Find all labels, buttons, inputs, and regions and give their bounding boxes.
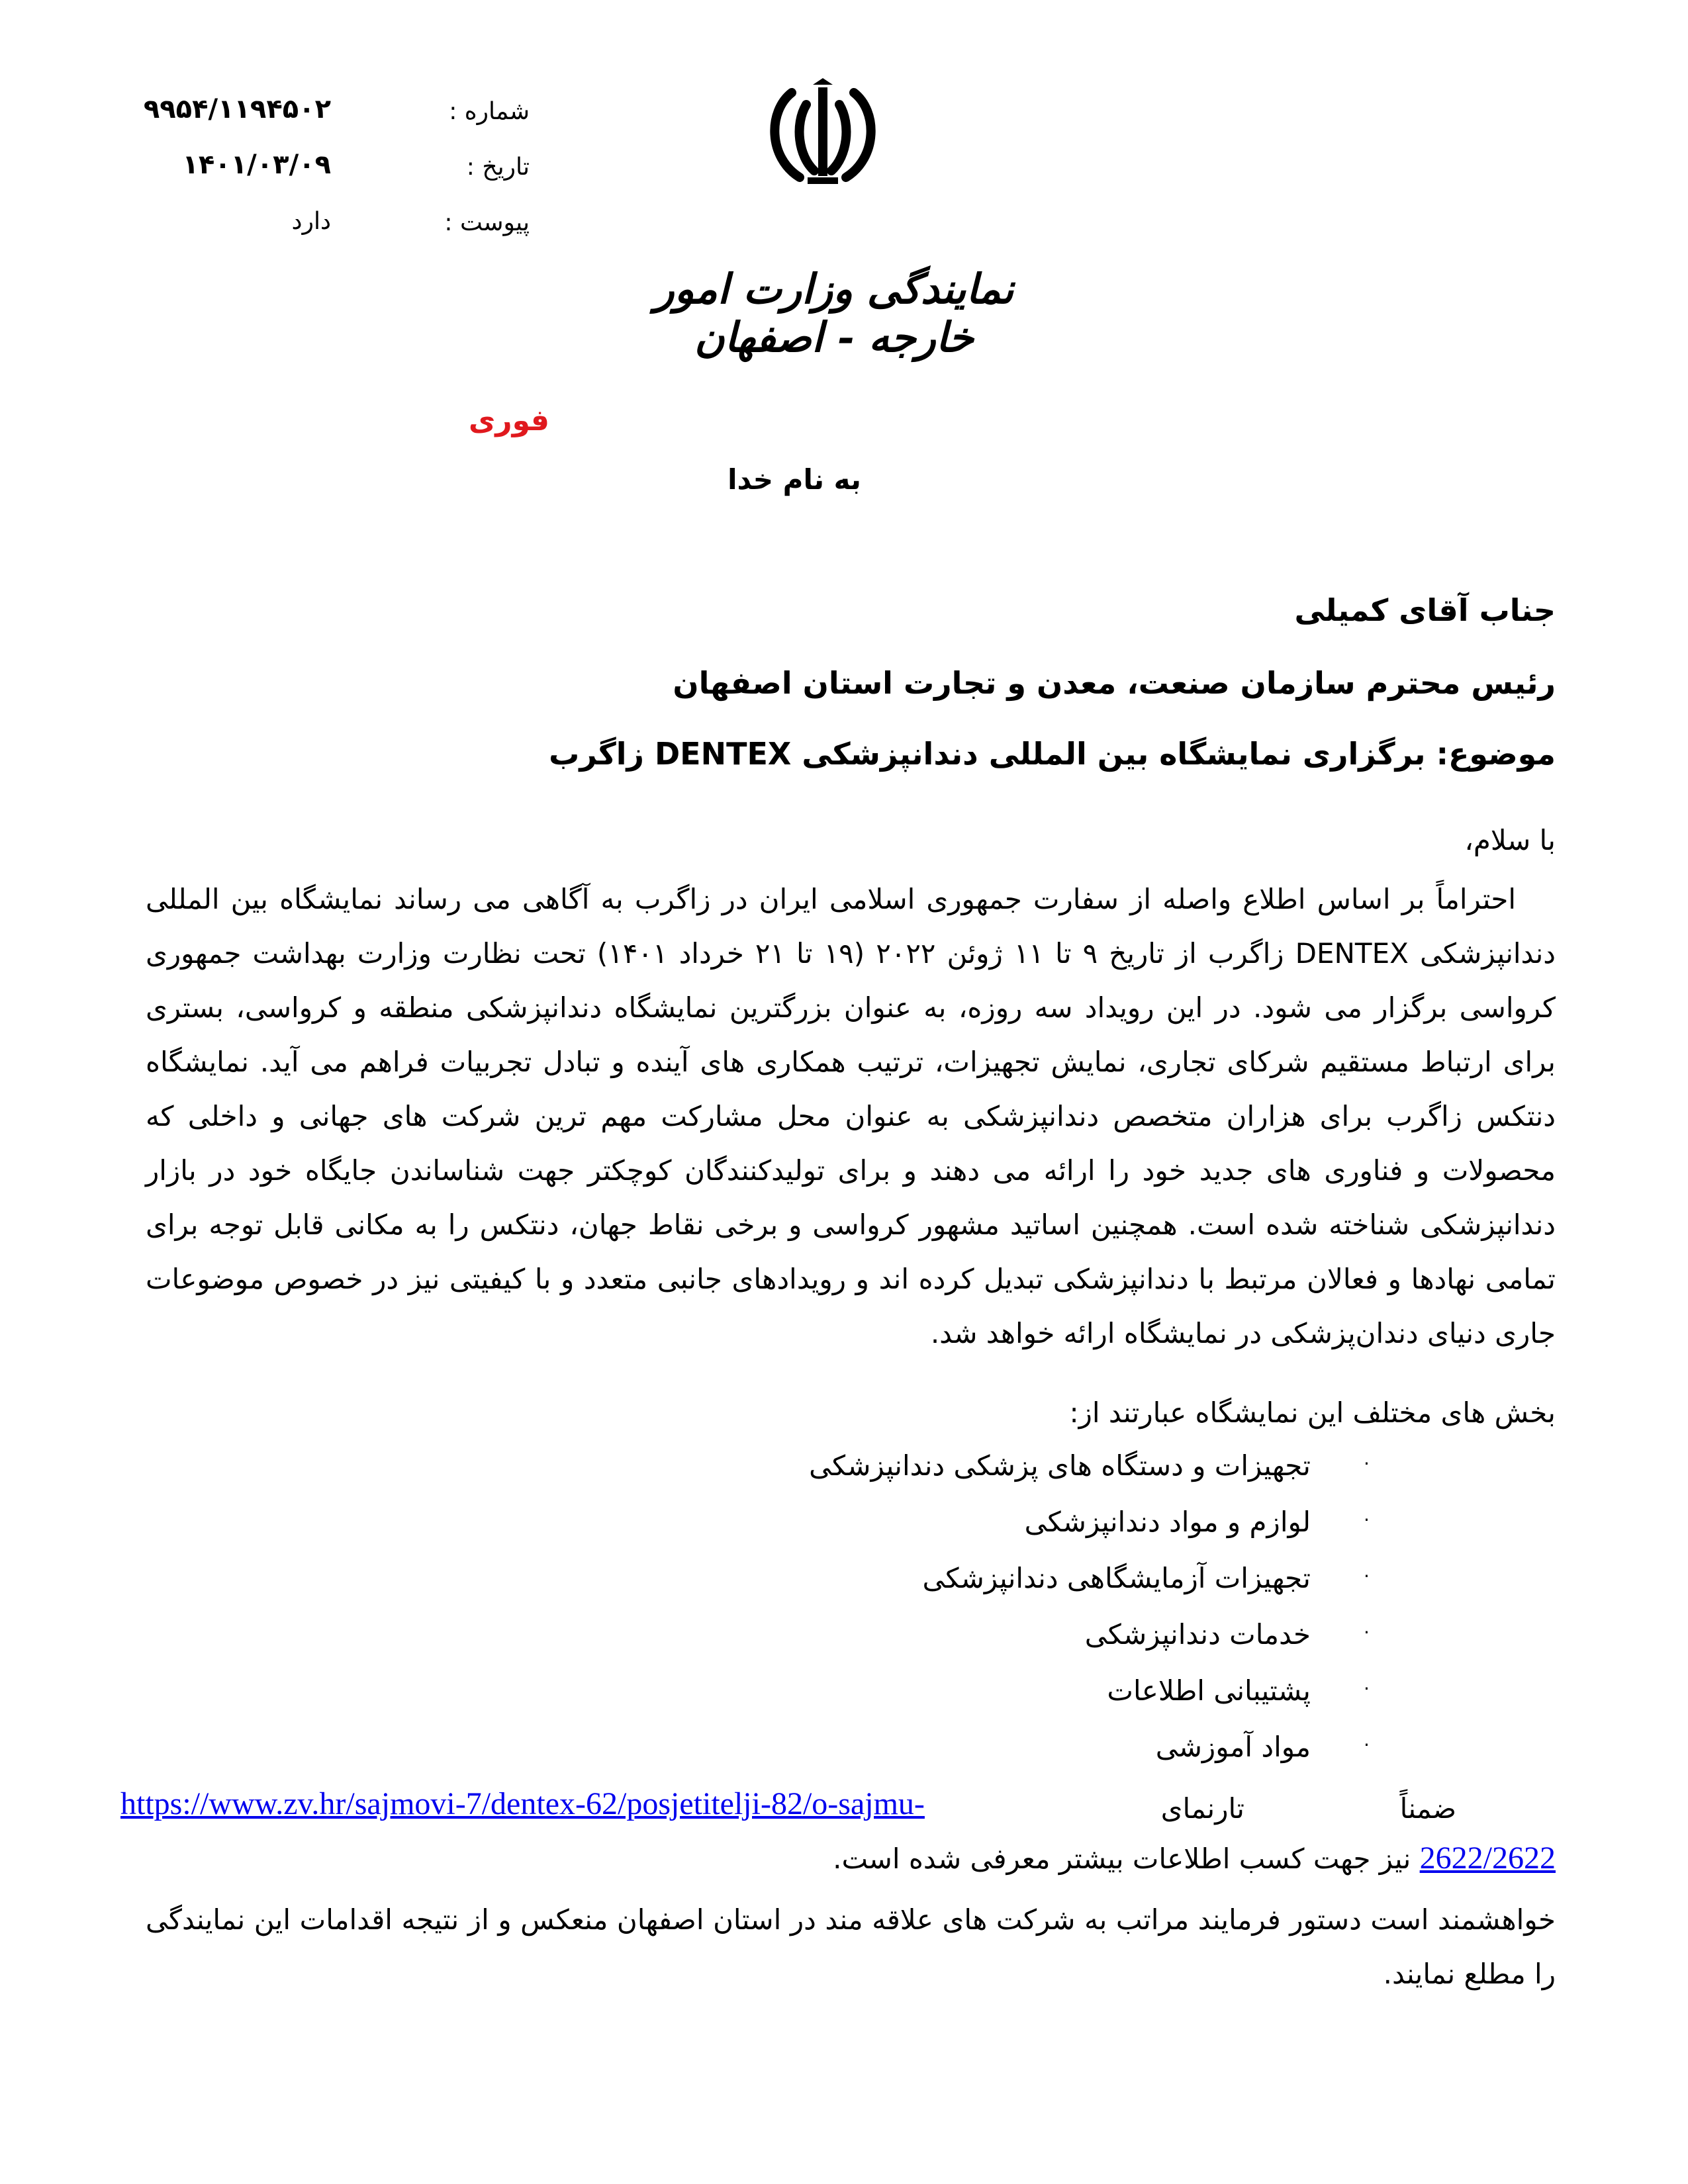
bullet-icon: ·: [1364, 1678, 1370, 1700]
list-item: مواد آموزشی: [1155, 1731, 1311, 1763]
number-value: ۹۹۵۴/۱۱۹۴۵۰۲: [143, 94, 331, 124]
website-link-end[interactable]: 2622/2622: [1419, 1841, 1556, 1876]
recipient-title: رئیس محترم سازمان صنعت، معدن و تجارت استان اصفهان: [673, 665, 1556, 701]
website-link[interactable]: https://www.zv.hr/sajmovi-7/dentex-62/posjetitelji-82/o-sajmu-: [120, 1786, 925, 1821]
website-suffix: نیز جهت کسب اطلاعات بیشتر معرفی شده است.: [833, 1843, 1411, 1875]
list-item: تجهیزات آزمایشگاهی دندانپزشکی: [922, 1562, 1311, 1594]
website-prefix-2: تارنمای: [1160, 1792, 1244, 1825]
recipient-name: جناب آقای کمیلی: [1294, 592, 1556, 628]
bullet-icon: ·: [1364, 1621, 1370, 1643]
bullet-icon: ·: [1364, 1734, 1370, 1756]
website-prefix-1: ضمناً: [1399, 1792, 1456, 1825]
letter-subject: موضوع: برگزاری نمایشگاه بین المللی دندانپزشکی DENTEX زاگرب: [549, 736, 1556, 772]
bullet-icon: ·: [1364, 1509, 1370, 1531]
greeting: با سلام،: [1464, 824, 1556, 856]
bullet-icon: ·: [1364, 1453, 1370, 1475]
list-item: تجهیزات و دستگاه های پزشکی دندانپزشکی: [809, 1449, 1311, 1482]
closing-paragraph: خواهشمند است دستور فرمایند مراتب به شرکت های علاقه مند در استان اصفهان منعکس و از نتیجه اقدامات این نمایندگی را مطلع نمایند.: [146, 1903, 1556, 1990]
list-item: خدمات دندانپزشکی: [1084, 1618, 1311, 1651]
sections-intro: بخش های مختلف این نمایشگاه عبارتند از:: [1069, 1396, 1556, 1429]
bullet-icon: ·: [1364, 1565, 1370, 1587]
website-line-2: [165, 1840, 1556, 1876]
bismillah-heading: به نام خدا: [727, 463, 861, 496]
attachment-value: دارد: [291, 208, 331, 235]
body-paragraph: احتراماً بر اساس اطلاع واصله از سفارت جمهوری اسلامی ایران در زاگرب به آگاهی می رساند نمایشگاه بین المللی دندانپزشکی DENTEX زاگرب از تاریخ ۹ تا ۱۱ ژوئن ۲۰۲۲ (۱۹ تا ۲۱ خرداد ۱۴۰۱) تحت نظارت وزارت بهداشت جمهوری کرواسی برگزار می شود. در این رویداد سه روزه، به عنوان بزرگترین نمایشگاه دندانپزشکی منطقه و کرواسی، بستری برای ارتباط مستقیم شرکای تجاری، نمایش تجهیزات، ترتیب همکاری های آینده و تبادل تجربیات فراهم می آید. نمایشگاه دنتکس زاگرب برای هزاران متخصص دندانپزشکی به عنوان محل مشارکت مهم ترین شرکت های جهانی و داخلی که محصولات و فناوری های جدید خود را ارائه می دهند و برای تولیدکنندگان کوچکتر جهت شناساندن جایگاه خود در بازار دندانپزشکی شناخته شده است. همچنین اساتید مشهور کرواسی و برخی نقاط جهان، دنتکس را به مکانی قابل توجه برای تمامی نهادها و فعالان مرتبط با دندانپزشکی تبدیل کرده اند و رویدادهای جانبی متعدد و با کیفیتی نیز در خصوص موضوعات جاری دنیای دندان‌پزشکی در نمایشگاه ارائه خواهد شد.: [146, 883, 1556, 1349]
list-item: لوازم و مواد دندانپزشکی: [1024, 1506, 1311, 1538]
organization-name: نمایندگی وزارت امور خارجه - اصفهان: [654, 265, 1014, 361]
number-label: شماره :: [449, 98, 530, 125]
urgent-label: فوری: [468, 404, 549, 437]
list-item: پشتیبانی اطلاعات: [1107, 1674, 1311, 1707]
date-label: تاریخ :: [466, 154, 530, 181]
attachment-label: پیوست :: [444, 209, 530, 236]
emblem-icon: [760, 78, 886, 191]
date-value: ۱۴۰۱/۰۳/۰۹: [182, 150, 331, 180]
